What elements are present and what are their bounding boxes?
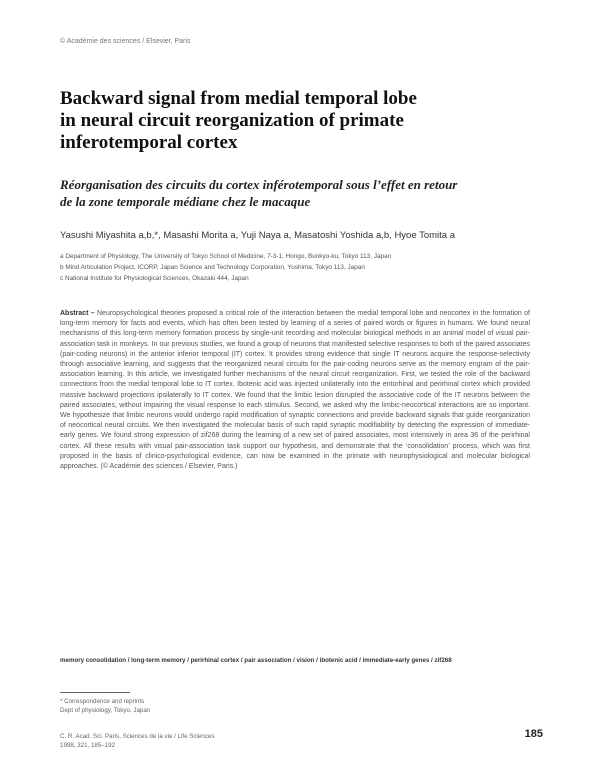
- title-line: in neural circuit reorganization of primate: [60, 110, 404, 131]
- journal-citation: [60, 732, 360, 750]
- copyright-notice: © Académie des sciences / Elsevier, Paris: [60, 38, 191, 45]
- abstract: [60, 309, 530, 472]
- affiliation-item: a Department of Physiology, The University of Tokyo School of Medicine, 7-3-1, Hongo, Bunkyo-ku, Tokyo 113, Japan: [60, 253, 392, 260]
- keywords: memory consolidation / long-term memory / perirhinal cortex / pair association / vision / ibotenic acid / immediate-early genes / zif268: [60, 657, 452, 664]
- footnote-item: Dept of physiology, Tokyo, Japan: [60, 707, 151, 714]
- footnote-item: * Correspondence and reprints: [60, 698, 145, 705]
- footnote-divider: [60, 692, 130, 693]
- journal-line: C. R. Acad. Sci. Paris, Sciences de la vie / Life Sciences: [60, 733, 215, 740]
- affiliation-list: [60, 251, 550, 284]
- title-line: inferotemporal cortex: [60, 132, 238, 153]
- article-title: [60, 88, 530, 154]
- affiliation-item: c National Institute for Physiological Sciences, Okazaki 444, Japan: [60, 275, 249, 282]
- french-title: [60, 176, 530, 210]
- page-number: 185: [524, 728, 543, 740]
- author-list: Yasushi Miyashita a,b,*, Masashi Morita a, Yuji Naya a, Masatoshi Yoshida a,b, Hyoe Tomita a: [60, 230, 455, 241]
- abstract-label: Abstract –: [60, 310, 95, 317]
- affiliation-item: b Mind Articulation Project, ICORP, Japan Science and Technology Corporation, Yushima, Tokyo 113, Japan: [60, 264, 365, 271]
- footnote-list: [60, 697, 360, 715]
- abstract-text: Neuropsychological theories proposed a critical role of the interaction between the medial temporal lobe and neocortex in the formation of long-term memory for facts and events, which has often been tested by learning of a series of paired words or figures in humans. We found neural mechanisms of this long-term memory formation process by single-unit recording and molecular biological methods in an animal model of visual pair-association task in monkeys. In our previous studies, we found a group of neurons that manifested selective responses to both of the paired associates (pair-coding neurons) in the anterior inferior temporal (IT) cortex. It provides strong evidence that single IT neurons acquire the response-selectivity through associative learning, and suggests that the reorganized neural circuits for the pair-coding neurons serve as the memory engram of the pair-association learning. In this article, we investigated further mechanisms of the neural circuit reorganization. First, we tested the role of the backward connections from the medial temporal lobe to IT cortex. Ibotenic acid was injected unilaterally into the entorhinal and perirhinal cortex which provided massive backward projections ipsilaterally to IT cortex. We found that the limbic lesion disrupted the associative code of the IT neurons between the paired associates, without impairing the visual response to each stimulus. Second, we asked why the limbic-neocortical interactions are so important. We hypothesize that limbic neurons would undergo rapid modification of synaptic connections and provide backward signals that guide reorganization of neocortical neural circuits. We then investigated the molecular basis of such rapid synaptic modifiability by detecting the expression of immediate-early genes. We found strong expression of zif268 during the learning of a new set of paired associates, most intensively in area 36 of the perirhinal cortex. All these results with visual pair-association task support our hypothesis, and demonstrate that the ‘consolidation’ process, which was first proposed in the basis of clinico-psychological evidence, can now be examined in the primate with neurophysiological and molecular biological approaches. (© Académie des sciences / Elsevier, Paris.): [60, 310, 530, 471]
- journal-line: 1998, 321, 185–192: [60, 742, 116, 749]
- french-title-line: de la zone temporale médiane chez le macaque: [60, 194, 311, 209]
- title-line: Backward signal from medial temporal lobe: [60, 88, 417, 109]
- french-title-line: Réorganisation des circuits du cortex inférotemporal sous l’effet en retour: [60, 177, 458, 192]
